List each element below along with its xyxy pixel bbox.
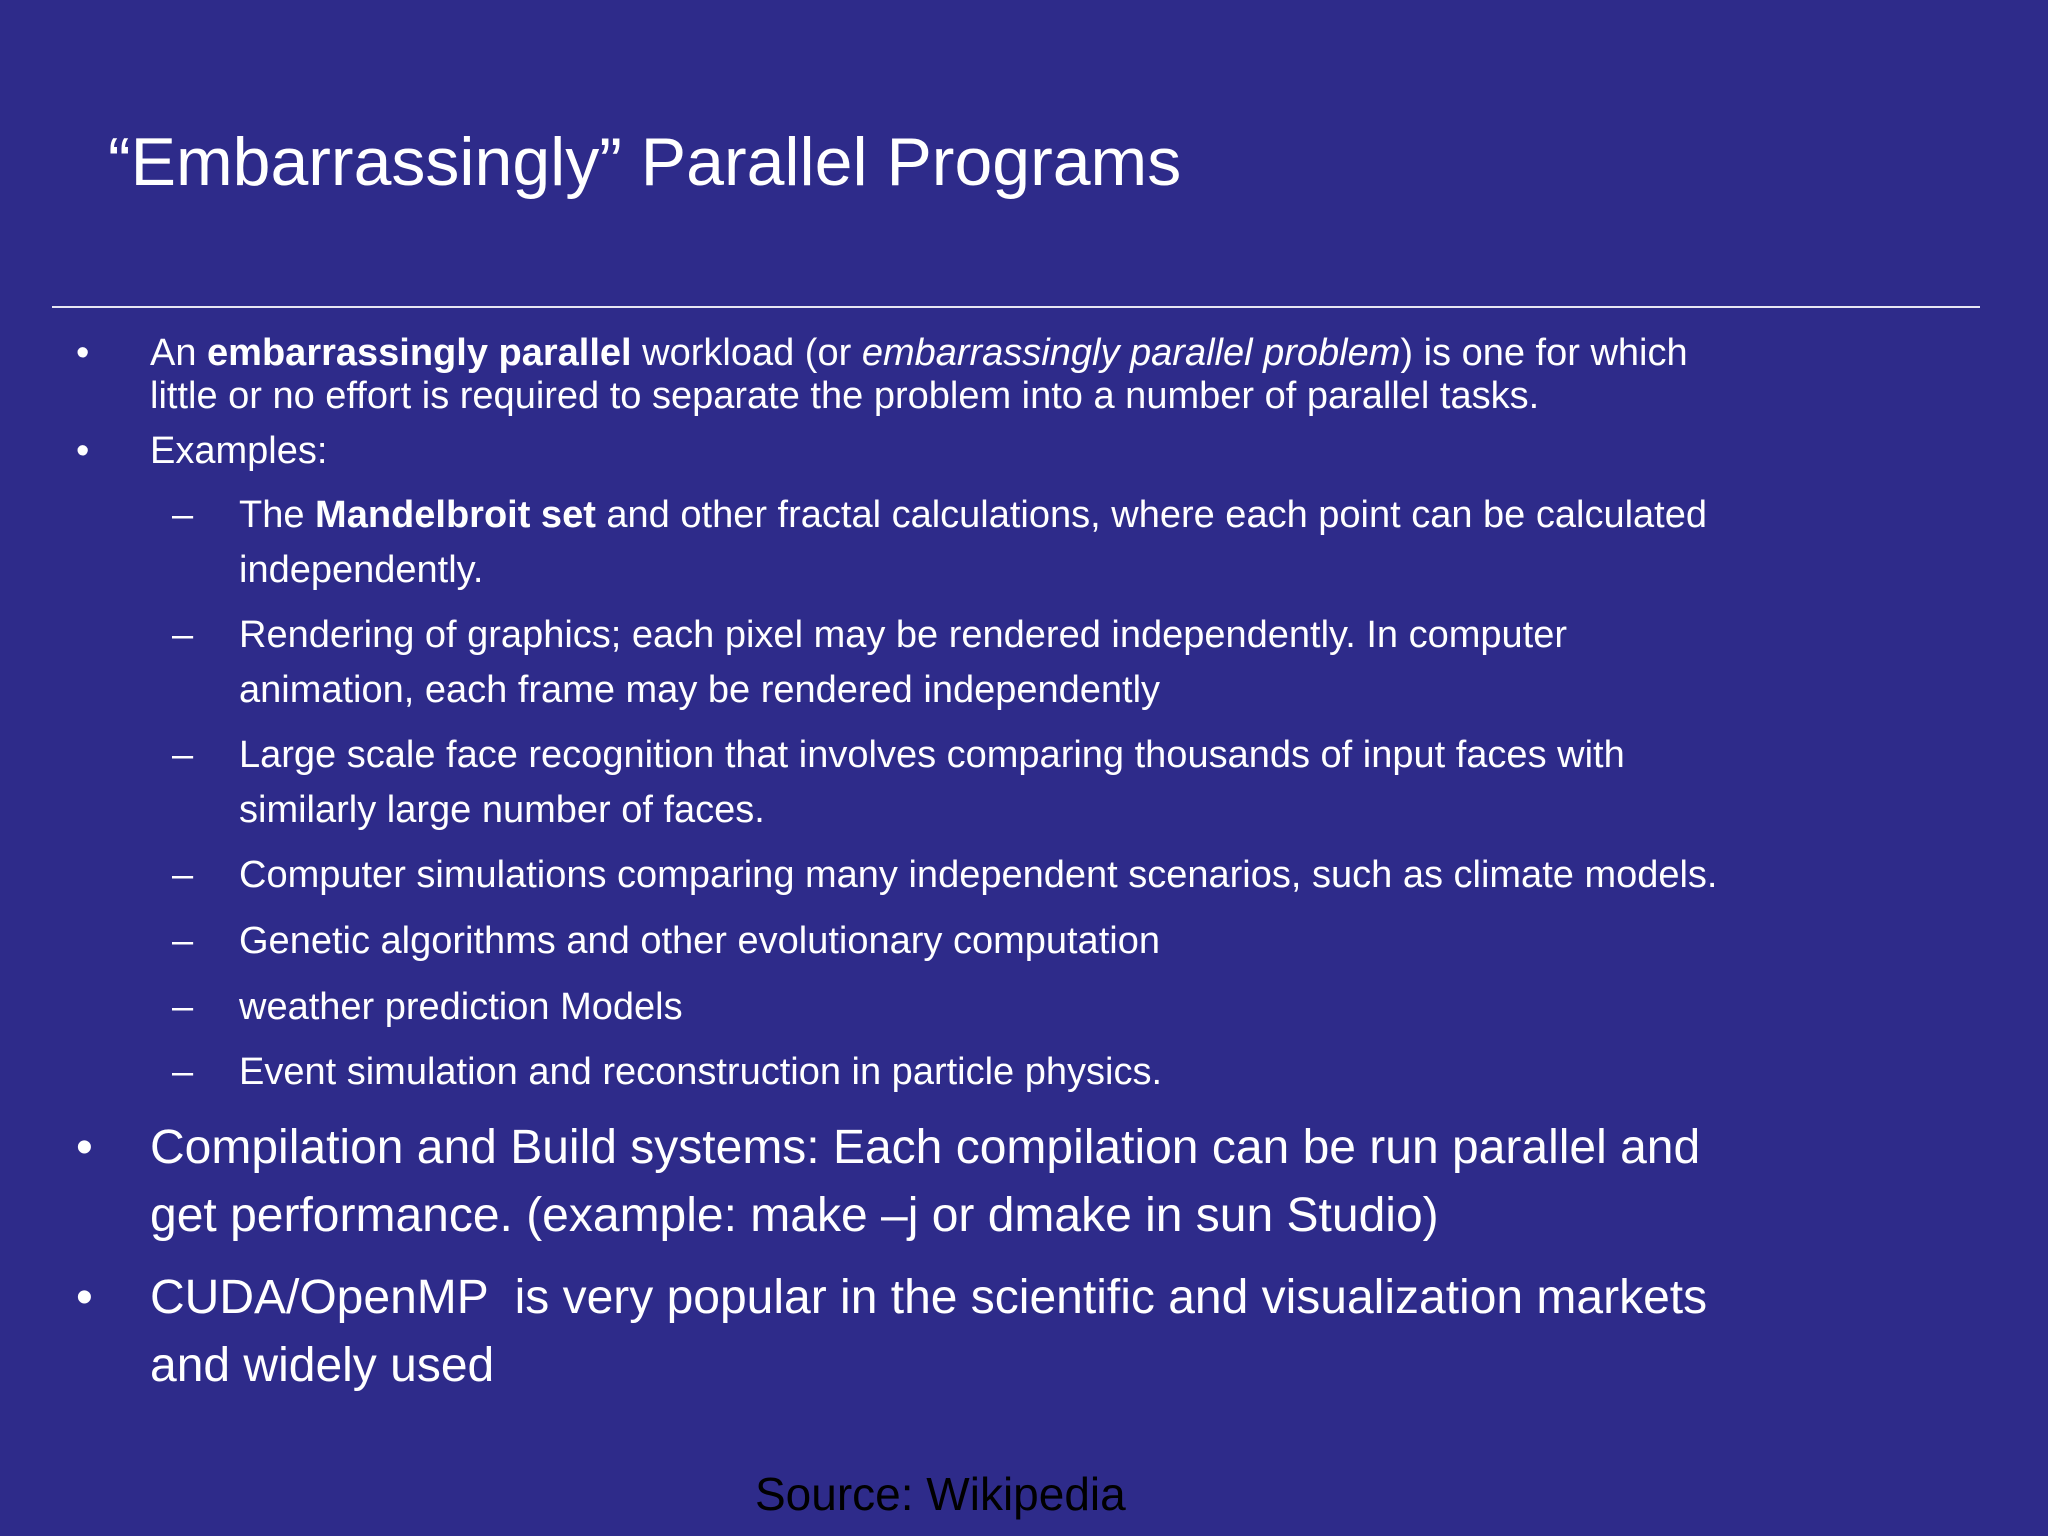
bullet-line-2: get performance. (example: make –j or dmake in sun Studio) [150, 1189, 1439, 1242]
bullet-line-1: Compilation and Build systems: Each compilation can be run parallel and [150, 1121, 1701, 1174]
slide-title: “Embarrassingly” Parallel Programs [108, 124, 1182, 200]
dash-marker: – [172, 494, 194, 536]
example-line-2: independently. [239, 549, 484, 591]
example-line-1: Large scale face recognition that involves comparing thousands of input faces with [239, 734, 1625, 776]
example-line-1 [239, 488, 1707, 543]
example-text [239, 608, 1567, 718]
bold-term: Mandelbroit set [315, 494, 596, 536]
dash-marker: – [172, 986, 194, 1028]
text-run: An [150, 332, 208, 374]
bullet-line-2: little or no effort is required to separate the problem into a number of parallel tasks. [150, 375, 1540, 417]
dash-marker: – [172, 614, 194, 656]
bullet-marker: • [76, 430, 90, 472]
example-text: Genetic algorithms and other evolutionary computation [239, 920, 1160, 962]
example-text [239, 488, 1707, 598]
example-text: Computer simulations comparing many independent scenarios, such as climate models. [239, 854, 1718, 896]
bullet-text [150, 332, 1688, 418]
text-run: and other fractal calculations, where each point can be calculated [595, 494, 1707, 536]
dash-marker: – [172, 920, 194, 962]
bullet-marker: • [76, 332, 90, 374]
example-text: Event simulation and reconstruction in particle physics. [239, 1051, 1163, 1093]
example-line-2: animation, each frame may be rendered independently [239, 669, 1161, 711]
example-line-2: similarly large number of faces. [239, 789, 765, 831]
dash-marker: – [172, 734, 194, 776]
bullet-text [150, 1114, 1700, 1250]
italic-term: embarrassingly parallel problem [861, 332, 1401, 374]
bold-term: embarrassingly parallel [207, 332, 632, 374]
dash-marker: – [172, 1051, 194, 1093]
dash-marker: – [172, 854, 194, 896]
bullet-marker: • [76, 1271, 93, 1324]
bullet-line-1 [150, 332, 1688, 375]
example-text: weather prediction Models [239, 986, 683, 1028]
example-text [239, 728, 1625, 838]
example-line-1: Rendering of graphics; each pixel may be rendered independently. In computer [239, 614, 1567, 656]
bullet-line-1: CUDA/OpenMP is very popular in the scientific and visualization markets [150, 1271, 1708, 1324]
bullet-marker: • [76, 1121, 93, 1174]
text-run: ) is one for which [1400, 332, 1688, 374]
source-caption: Source: Wikipedia [755, 1468, 1126, 1520]
title-divider [52, 306, 1980, 308]
text-run: workload (or [631, 332, 862, 374]
text-run: The [239, 494, 316, 536]
bullet-line-2: and widely used [150, 1339, 495, 1392]
bullet-text [150, 1264, 1707, 1400]
bullet-text: Examples: [150, 430, 328, 472]
